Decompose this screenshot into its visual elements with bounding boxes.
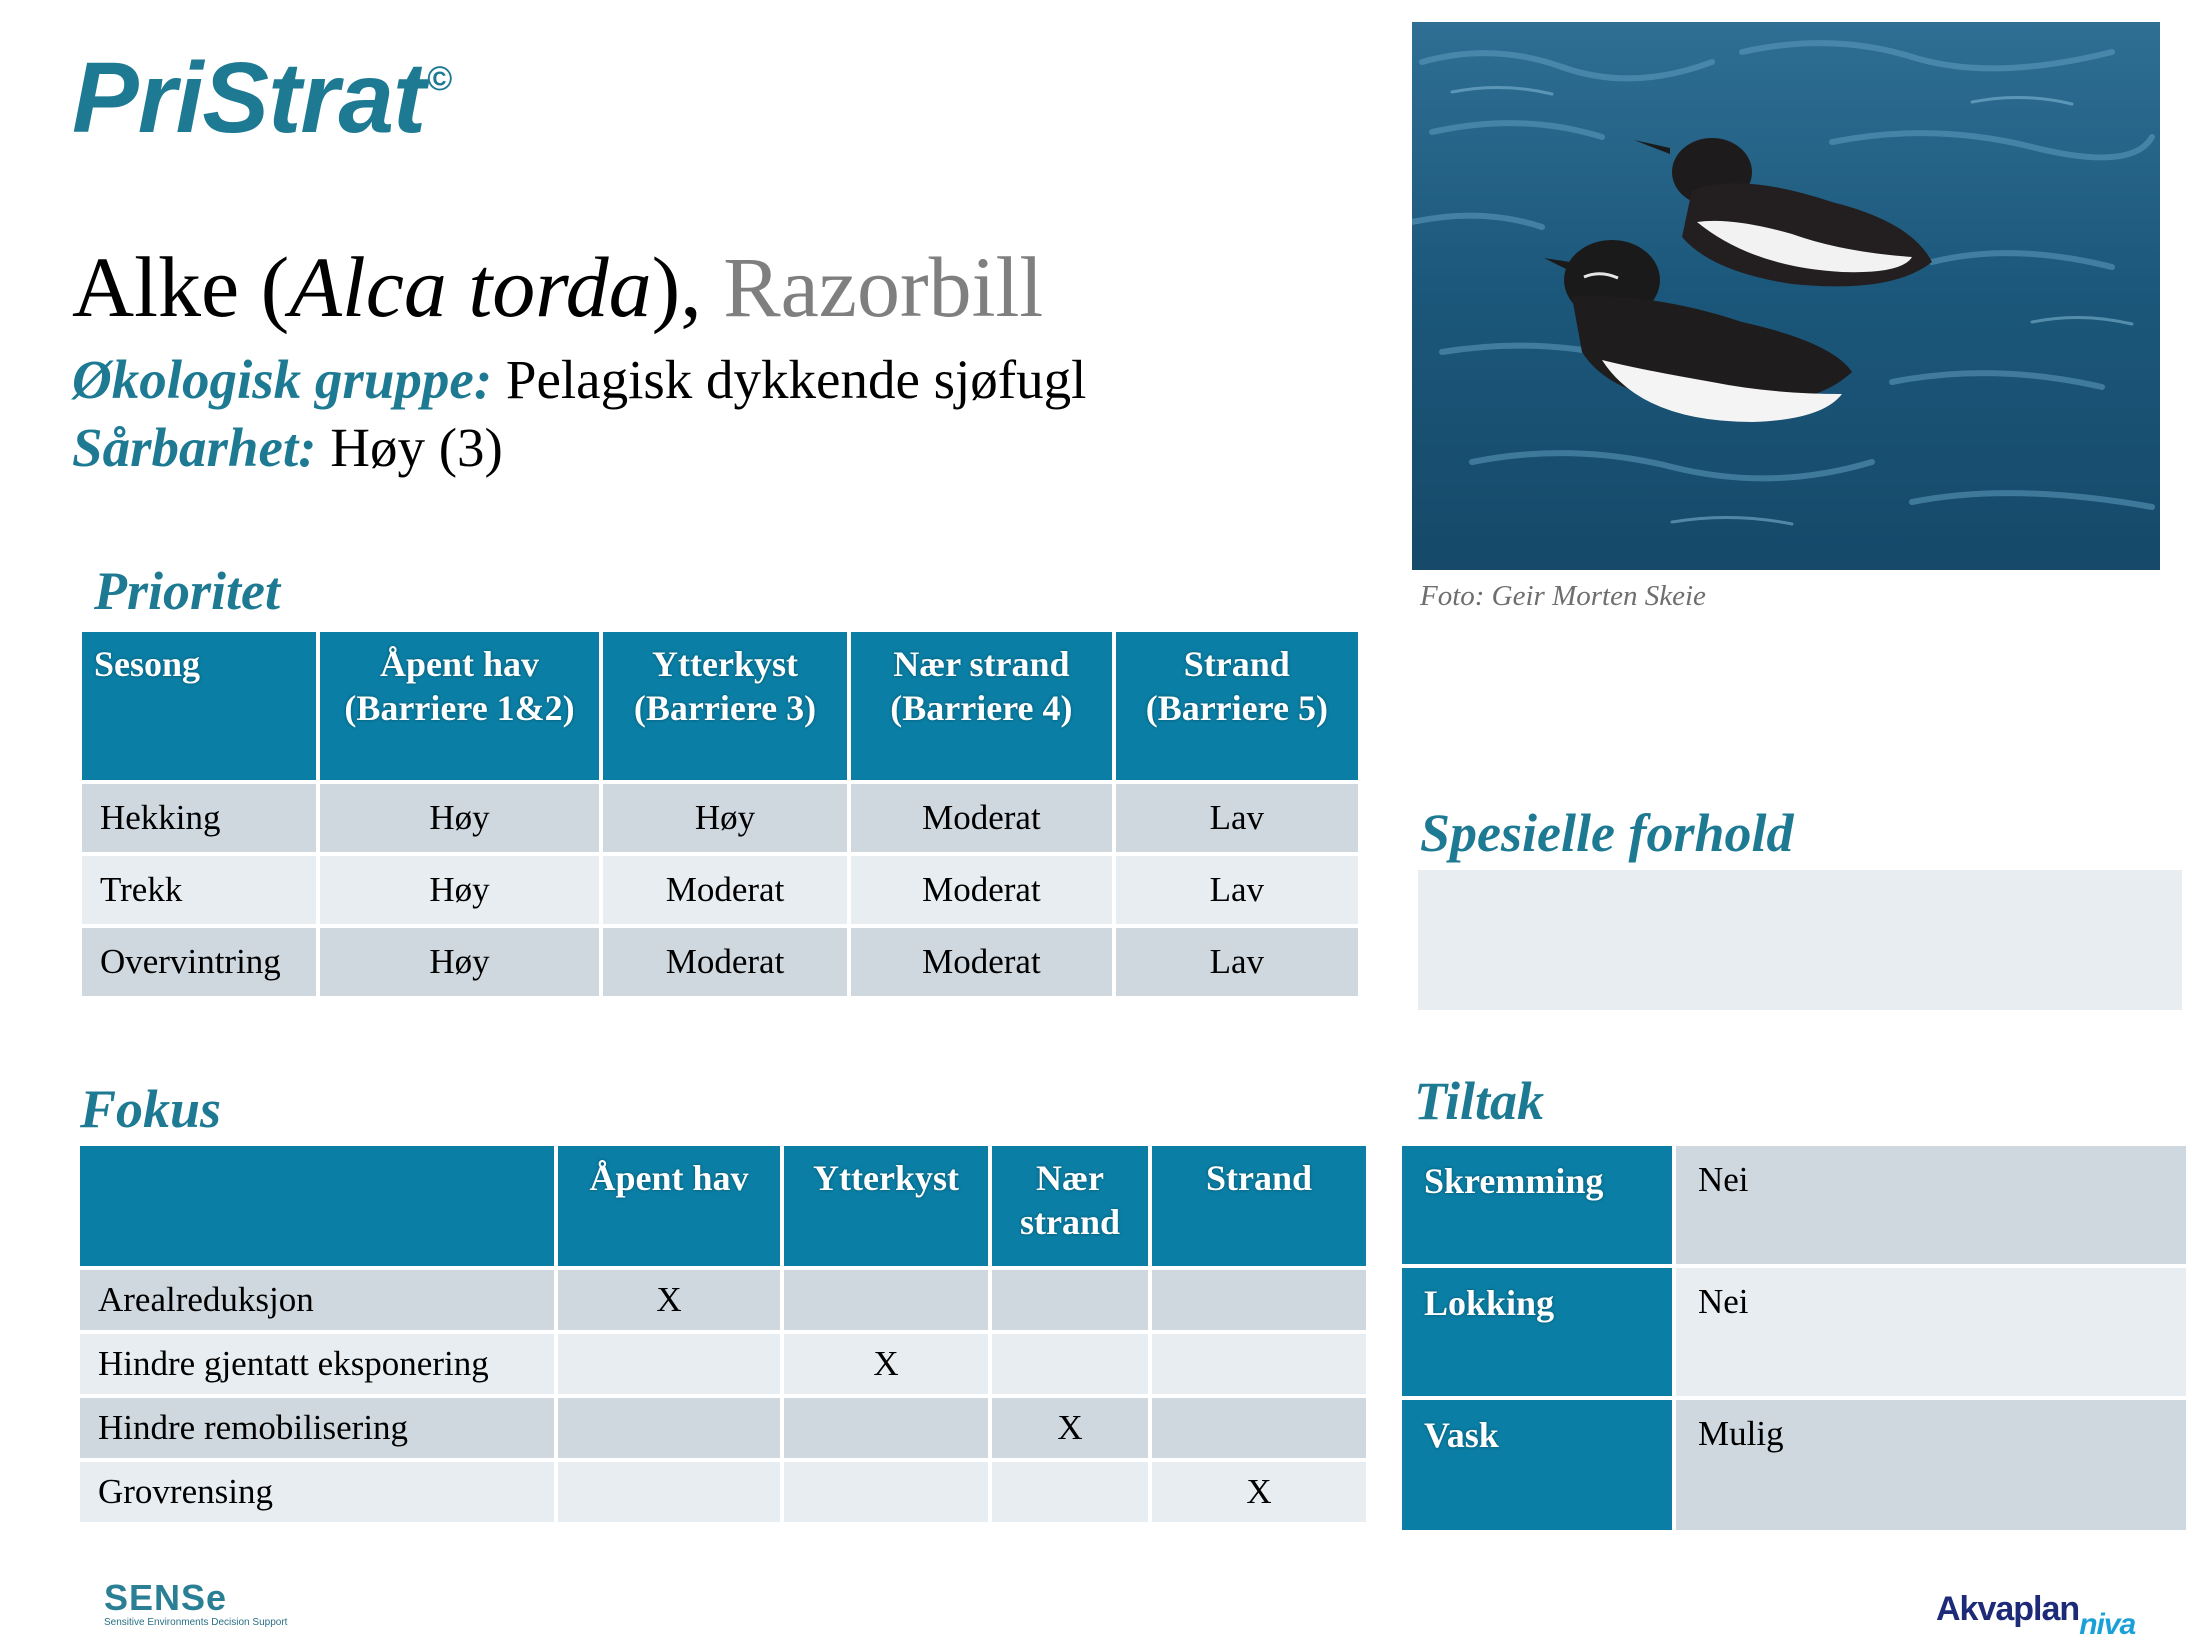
action-label: Skremming — [1402, 1146, 1672, 1264]
priority-cell: Høy — [320, 856, 599, 924]
col-header: Åpent hav — [558, 1146, 780, 1266]
ecological-group-label: Økologisk gruppe: — [72, 349, 493, 410]
sense-logo — [104, 1577, 288, 1628]
priority-cell: Moderat — [603, 928, 847, 996]
sense-logo-word: SENSe — [104, 1577, 228, 1618]
focus-cell — [1152, 1334, 1366, 1394]
action-label: Lokking — [1402, 1268, 1672, 1396]
col-header: Nær strand (Barriere 4) — [851, 632, 1111, 780]
niva-word: niva — [2079, 1608, 2136, 1641]
species-latin: Alca torda — [289, 239, 652, 335]
focus-label: Hindre remobilisering — [80, 1398, 554, 1458]
spesielle-forhold-box — [1418, 870, 2182, 1010]
priority-cell: Lav — [1116, 928, 1358, 996]
table-row — [82, 928, 1358, 996]
focus-label: Grovrensing — [80, 1462, 554, 1522]
table-row — [1402, 1268, 2186, 1396]
priority-cell: Høy — [320, 784, 599, 852]
focus-cell: X — [558, 1270, 780, 1330]
tiltak-heading: Tiltak — [1414, 1071, 1544, 1131]
focus-cell: X — [1152, 1462, 1366, 1522]
season-cell: Trekk — [82, 856, 316, 924]
focus-cell — [784, 1462, 988, 1522]
focus-cell — [1152, 1270, 1366, 1330]
prioritet-header-row — [82, 632, 1358, 780]
focus-cell — [558, 1462, 780, 1522]
species-title — [72, 239, 1044, 335]
priority-cell: Lav — [1116, 784, 1358, 852]
col-header: Sesong — [82, 632, 316, 780]
fokus-table — [76, 1142, 1370, 1526]
paren-open: ( — [260, 239, 290, 335]
table-row — [82, 784, 1358, 852]
col-header — [80, 1146, 554, 1266]
priority-cell: Moderat — [851, 784, 1111, 852]
focus-cell — [1152, 1398, 1366, 1458]
species-common-en: Razorbill — [723, 239, 1044, 335]
vulnerability-value: Høy (3) — [330, 417, 503, 478]
col-header: Nær strand — [992, 1146, 1148, 1266]
action-value: Mulig — [1676, 1400, 2186, 1530]
photo-caption: Foto: Geir Morten Skeie — [1420, 580, 1706, 612]
focus-cell: X — [784, 1334, 988, 1394]
table-row — [80, 1398, 1366, 1458]
vulnerability-line — [72, 417, 503, 478]
focus-cell — [992, 1270, 1148, 1330]
tiltak-table — [1398, 1142, 2190, 1534]
spesielle-forhold-heading: Spesielle forhold — [1420, 803, 1794, 863]
table-row — [80, 1334, 1366, 1394]
focus-cell — [784, 1270, 988, 1330]
species-common-no: Alke — [72, 239, 240, 335]
col-header: Åpent hav (Barriere 1&2) — [320, 632, 599, 780]
priority-cell: Moderat — [603, 856, 847, 924]
vulnerability-label: Sårbarhet: — [72, 417, 317, 478]
sense-logo-subtitle: Sensitive Environments Decision Support — [104, 1617, 288, 1628]
season-cell: Hekking — [82, 784, 316, 852]
akvaplan-word: Akvaplan — [1936, 1590, 2080, 1628]
action-value: Nei — [1676, 1146, 2186, 1264]
season-cell: Overvintring — [82, 928, 316, 996]
focus-label: Arealreduksjon — [80, 1270, 554, 1330]
ecological-group-value: Pelagisk dykkende sjøfugl — [505, 349, 1087, 410]
table-row — [80, 1270, 1366, 1330]
table-row — [82, 856, 1358, 924]
prioritet-table — [78, 628, 1362, 1000]
akvaplan-niva-logo — [1936, 1590, 2136, 1641]
priority-cell: Høy — [603, 784, 847, 852]
table-row — [1402, 1400, 2186, 1530]
col-header: Ytterkyst (Barriere 3) — [603, 632, 847, 780]
focus-cell — [558, 1398, 780, 1458]
focus-cell: X — [992, 1398, 1148, 1458]
priority-cell: Lav — [1116, 856, 1358, 924]
brand-name: PriStrat — [72, 42, 426, 154]
priority-cell: Moderat — [851, 928, 1111, 996]
action-value: Nei — [1676, 1268, 2186, 1396]
ecological-group-line — [72, 349, 1087, 410]
fokus-header-row — [80, 1146, 1366, 1266]
table-row — [80, 1462, 1366, 1522]
priority-cell: Moderat — [851, 856, 1111, 924]
paren-close: ), — [651, 239, 702, 335]
col-header: Ytterkyst — [784, 1146, 988, 1266]
col-header: Strand (Barriere 5) — [1116, 632, 1358, 780]
copyright-mark: © — [427, 60, 452, 98]
brand-logo — [72, 42, 452, 154]
action-label: Vask — [1402, 1400, 1672, 1530]
col-header: Strand — [1152, 1146, 1366, 1266]
focus-cell — [558, 1334, 780, 1394]
prioritet-heading: Prioritet — [94, 561, 280, 621]
fokus-heading: Fokus — [80, 1079, 222, 1139]
focus-cell — [784, 1398, 988, 1458]
priority-cell: Høy — [320, 928, 599, 996]
focus-cell — [992, 1462, 1148, 1522]
focus-cell — [992, 1334, 1148, 1394]
razorbill-photo — [1412, 22, 2160, 570]
table-row — [1402, 1146, 2186, 1264]
focus-label: Hindre gjentatt eksponering — [80, 1334, 554, 1394]
